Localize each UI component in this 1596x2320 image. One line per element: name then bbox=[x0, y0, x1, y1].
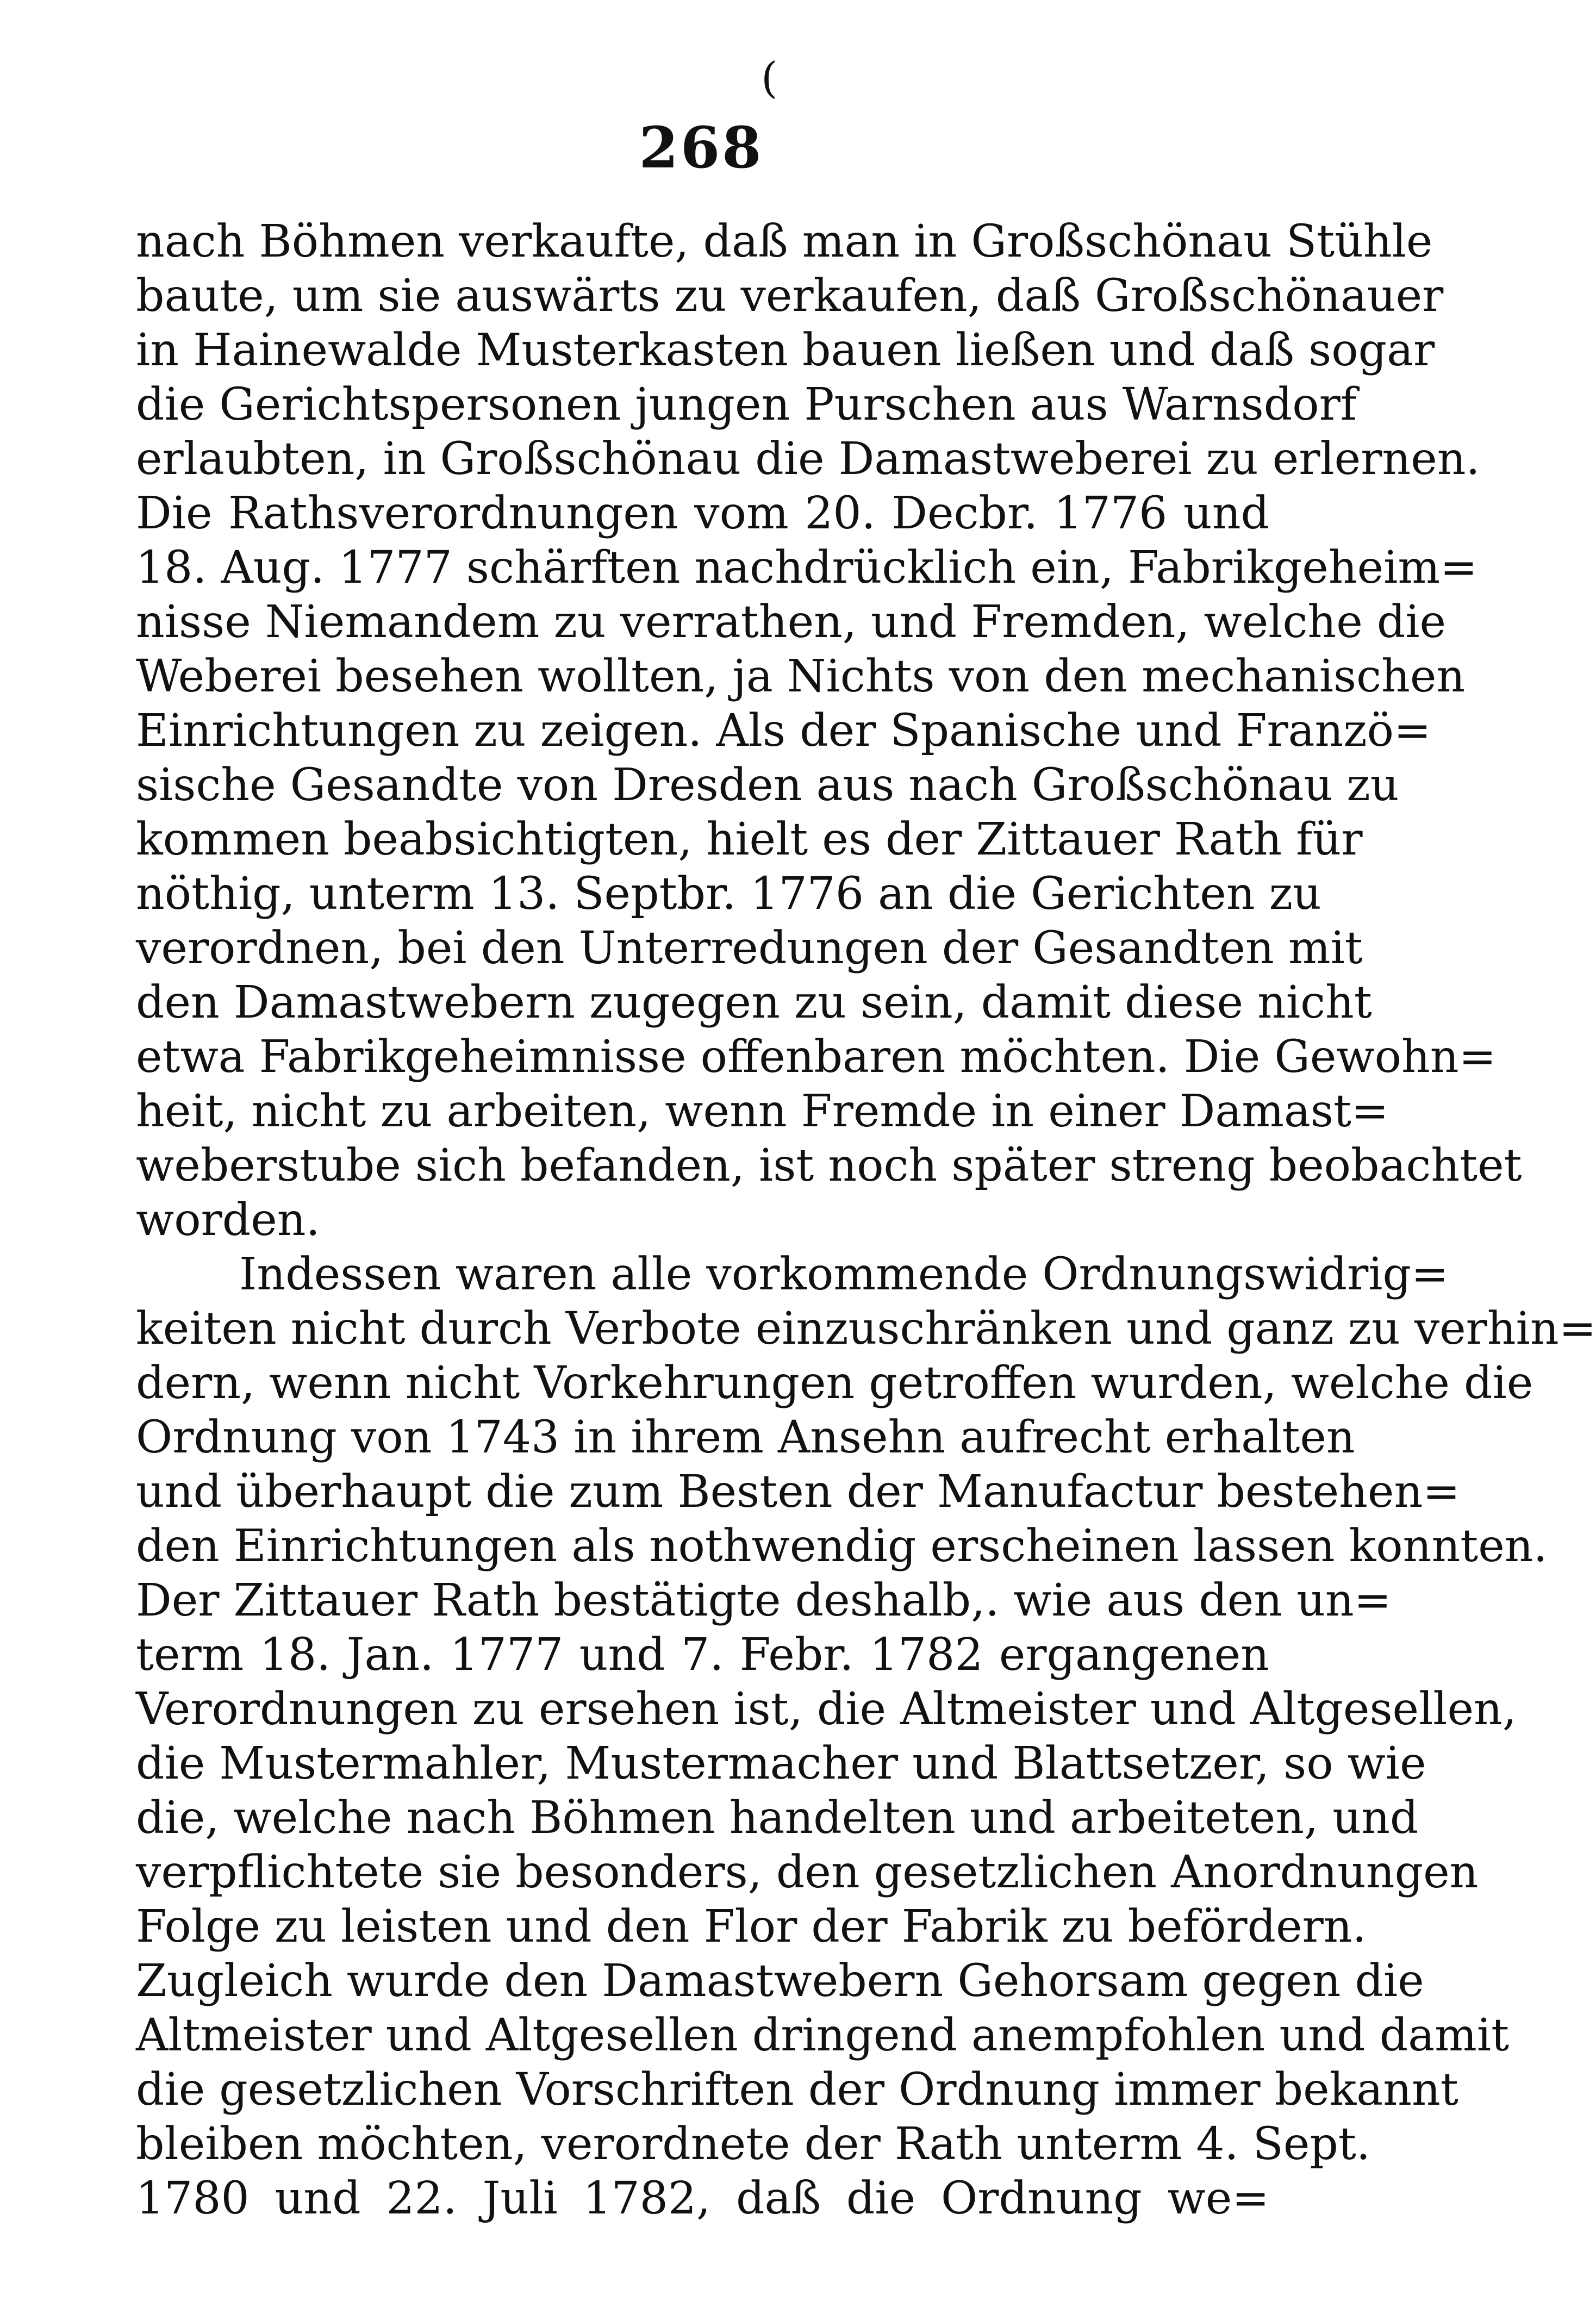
text-line: Die Rathsverordnungen vom 20. Decbr. 1776 und bbox=[136, 488, 1269, 539]
text-line: weberstube sich befanden, ist noch später streng beobachtet bbox=[136, 1140, 1522, 1192]
text-line: Verordnungen zu ersehen ist, die Altmeister und Altgesellen, bbox=[136, 1683, 1517, 1735]
text-line: Indessen waren alle vorkommende Ordnungswidrig= bbox=[239, 1249, 1449, 1300]
text-line: die Gerichtspersonen jungen Purschen aus Warnsdorf bbox=[136, 379, 1357, 431]
margin-mark: ( bbox=[761, 54, 778, 103]
text-line: heit, nicht zu arbeiten, wenn Fremde in einer Damast= bbox=[136, 1086, 1389, 1137]
text-line: baute, um sie auswärts zu verkaufen, daß Großschönauer bbox=[136, 270, 1444, 322]
text-line: die Mustermahler, Mustermacher und Blattsetzer, so wie bbox=[136, 1738, 1426, 1789]
text-line: Folge zu leisten und den Flor der Fabrik zu befördern. bbox=[136, 1901, 1367, 1953]
text-line: bleiben möchten, verordnete der Rath unterm 4. Sept. bbox=[136, 2118, 1370, 2170]
text-line: nisse Niemandem zu verrathen, und Fremden, welche die bbox=[136, 596, 1447, 648]
text-line: erlaubten, in Großschönau die Damastweberei zu erlernen. bbox=[136, 433, 1480, 485]
text-line: keiten nicht durch Verbote einzuschränken und ganz zu verhin= bbox=[136, 1303, 1596, 1355]
text-line: die, welche nach Böhmen handelten und arbeiteten, und bbox=[136, 1792, 1419, 1844]
text-line: verpflichtete sie besonders, den gesetzlichen Anordnungen bbox=[136, 1847, 1479, 1898]
text-line: und überhaupt die zum Besten der Manufactur bestehen= bbox=[136, 1466, 1460, 1518]
text-line: die gesetzlichen Vorschriften der Ordnung immer bekannt bbox=[136, 2064, 1458, 2116]
body-text bbox=[136, 215, 1596, 2226]
text-line: Altmeister und Altgesellen dringend anempfohlen und damit bbox=[136, 2010, 1510, 2061]
text-line: nach Böhmen verkaufte, daß man in Großschönau Stühle bbox=[136, 216, 1433, 267]
text-line: worden. bbox=[136, 1194, 320, 1246]
text-line: Der Zittauer Rath bestätigte deshalb,. wie aus den un= bbox=[136, 1575, 1392, 1626]
page-number: 268 bbox=[639, 114, 764, 181]
text-line: etwa Fabrikgeheimnisse offenbaren möchten. Die Gewohn= bbox=[136, 1031, 1497, 1083]
text-line: verordnen, bei den Unterredungen der Gesandten mit bbox=[136, 922, 1363, 974]
text-line: Einrichtungen zu zeigen. Als der Spanische und Franzö= bbox=[136, 705, 1431, 757]
text-line: sische Gesandte von Dresden aus nach Großschönau zu bbox=[136, 759, 1399, 811]
text-line: Weberei besehen wollten, ja Nichts von den mechanischen bbox=[136, 651, 1466, 702]
text-line: den Einrichtungen als nothwendig erscheinen lassen konnten. bbox=[136, 1520, 1548, 1572]
text-line: nöthig, unterm 13. Septbr. 1776 an die Gerichten zu bbox=[136, 868, 1321, 920]
text-line: kommen beabsichtigten, hielt es der Zittauer Rath für bbox=[136, 814, 1363, 865]
text-line: 1780 und 22. Juli 1782, daß die Ordnung we= bbox=[136, 2173, 1269, 2224]
text-line: Zugleich wurde den Damastwebern Gehorsam gegen die bbox=[136, 1955, 1424, 2007]
text-line: 18. Aug. 1777 schärften nachdrücklich ein, Fabrikgeheim= bbox=[136, 542, 1477, 594]
text-line: Ordnung von 1743 in ihrem Ansehn aufrecht erhalten bbox=[136, 1412, 1355, 1463]
text-line: term 18. Jan. 1777 und 7. Febr. 1782 ergangenen bbox=[136, 1629, 1269, 1681]
text-line: in Hainewalde Musterkasten bauen ließen und daß sogar bbox=[136, 325, 1435, 376]
text-line: den Damastwebern zugegen zu sein, damit diese nicht bbox=[136, 977, 1372, 1028]
text-line: dern, wenn nicht Vorkehrungen getroffen wurden, welche die bbox=[136, 1357, 1533, 1409]
